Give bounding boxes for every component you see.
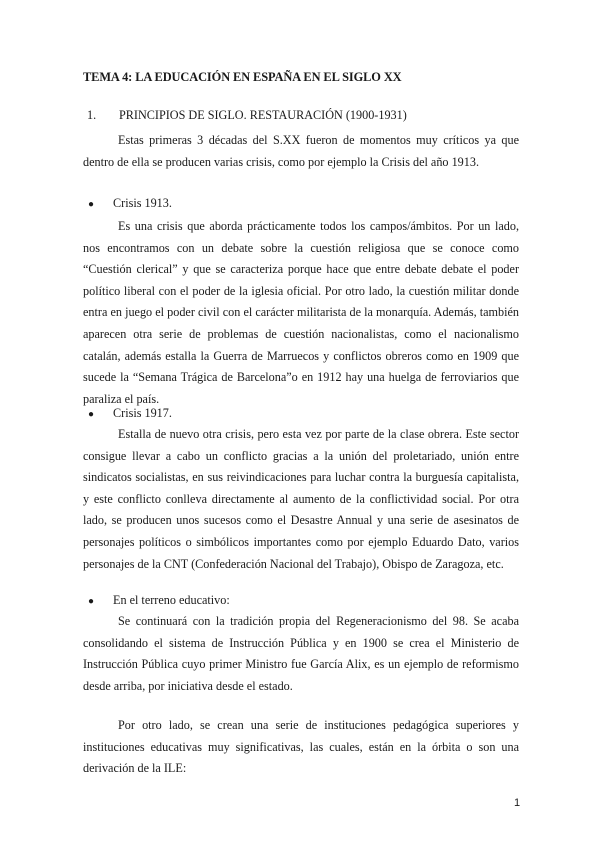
bullet-terreno-educativo <box>83 593 230 608</box>
crisis-1913-paragraph: Es una crisis que aborda prácticamente todos los campos/ámbitos. Por un lado, nos encontramos con un debate sobre la cuestión religiosa que se conoce como “Cuestión clerical” y que se caracteriza porque hace que entre debate debate el poder político liberal con el poder de la iglesia oficial. Por otro lado, la cuestión militar donde entra en juego el poder civil con el carácter militarista de la monarquía. Además, también aparecen otra serie de problemas de cuestión nacionalistas, como el nacionalismo catalán, además estalla la Guerra de Marruecos y conflictos obreros como en 1909 que sucede la “Semana Trágica de Barcelona”o en 1912 hay una huelga de ferroviarios que paraliza el país. <box>83 219 519 406</box>
bullet-marker: ● <box>88 596 95 607</box>
bullet-marker: ● <box>88 199 95 210</box>
crisis-1917-paragraph: Estalla de nuevo otra crisis, pero esta vez por parte de la clase obrera. Este sector consigue llevar a cabo un conflicto gracias a la unión del proletariado, unión entre sindicatos socialistas, en sus reivindicaciones para luchar contra la burguesía capitalista, y este conflicto conlleva directamente al aumento de la conflictividad social. Por otra lado, se producen unos sucesos como el Desastre Annual y una serie de asesinatos de personajes políticos o simbólicos importantes como por ejemplo Eduardo Dato, varios personajes de la CNT (Confederación Nacional del Trabajo), Obispo de Zaragoza, etc. <box>83 427 519 571</box>
section-intro-paragraph: Estas primeras 3 décadas del S.XX fueron de momentos muy críticos ya que dentro de ella se producen varias crisis, como por ejemplo la Crisis del año 1913. <box>83 133 519 169</box>
closing-paragraph: Por otro lado, se crean una serie de instituciones pedagógica superiores y instituciones educativas muy significativas, las cuales, están en la órbita o son una derivación de la ILE: <box>83 718 519 776</box>
section-heading-text: PRINCIPIOS DE SIGLO. RESTAURACIÓN (1900-1931) <box>119 108 407 122</box>
bullet-label: En el terreno educativo: <box>113 593 230 607</box>
bullet-crisis-1913 <box>83 196 172 211</box>
bullet-marker: ● <box>88 409 95 420</box>
bullet-label: Crisis 1917. <box>113 406 172 420</box>
bullet-label: Crisis 1913. <box>113 196 172 210</box>
section-number: 1. <box>87 108 97 122</box>
bullet-crisis-1917 <box>83 406 172 421</box>
terreno-educativo-paragraph: Se continuará con la tradición propia del Regeneracionismo del 98. Se acaba consolidando el sistema de Instrucción Pública y en 1900 se crea el Ministerio de Instrucción Pública cuyo primer Ministro fue García Alix, es un ejemplo de reformismo desde arriba, por iniciativa desde el estado. <box>83 614 519 693</box>
page-number: 1 <box>514 797 521 809</box>
document-title: TEMA 4: LA EDUCACIÓN EN ESPAÑA EN EL SIGLO XX <box>83 70 402 84</box>
section-heading <box>83 108 407 123</box>
